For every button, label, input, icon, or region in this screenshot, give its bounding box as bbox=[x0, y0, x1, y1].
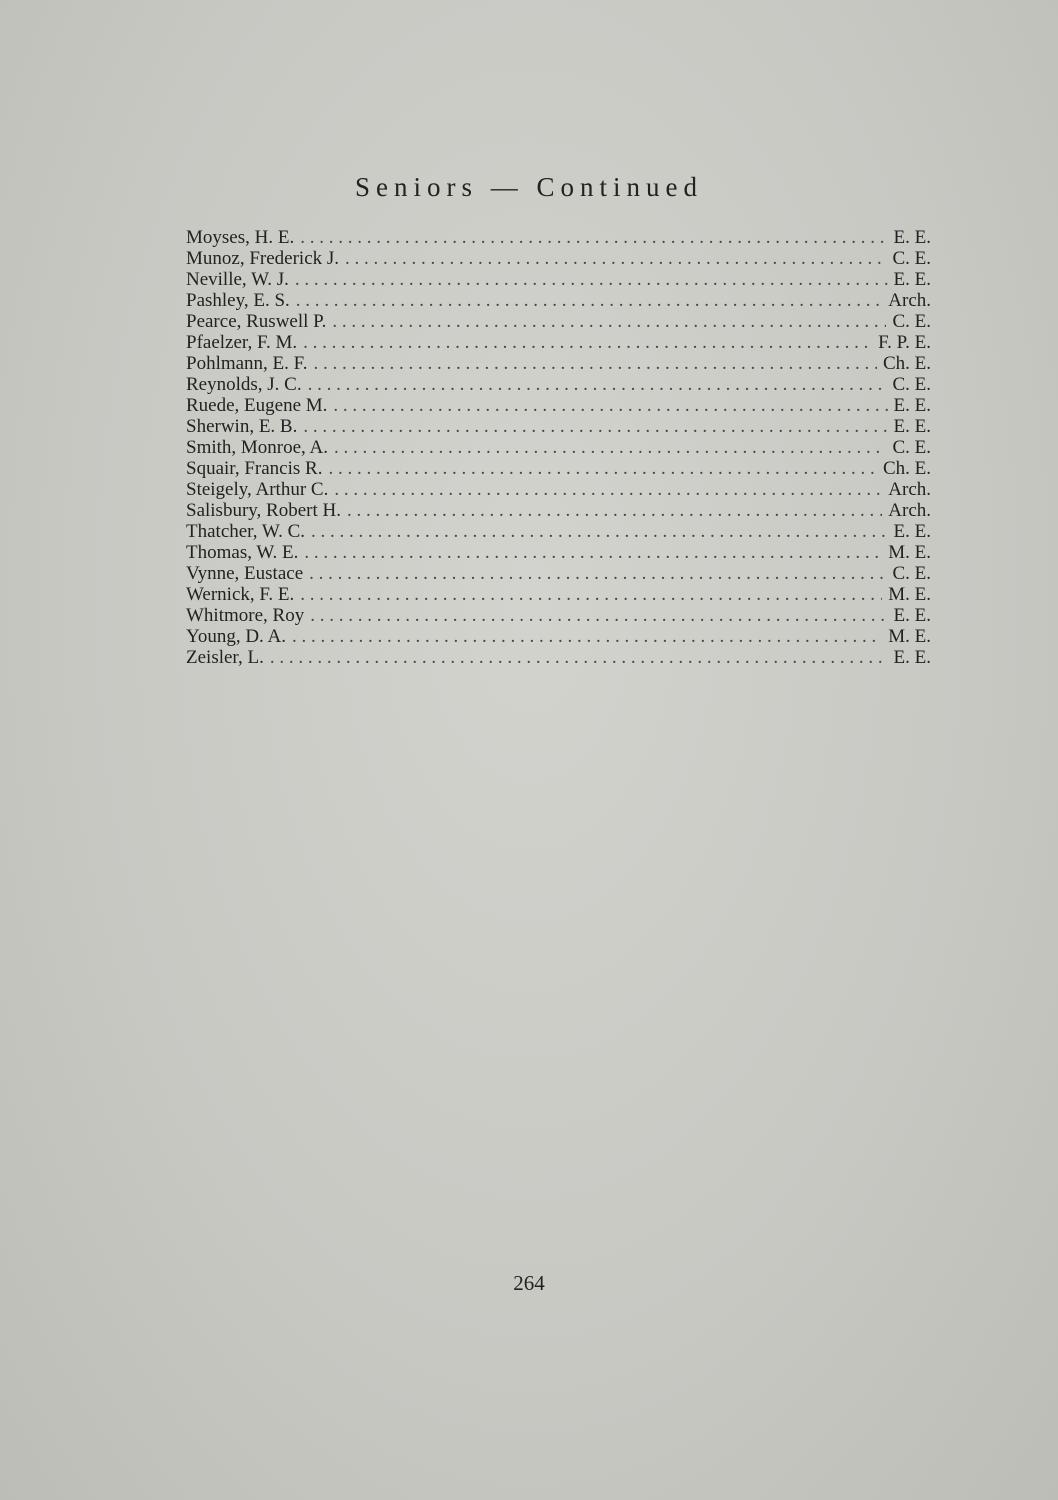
dot-leader bbox=[308, 374, 887, 395]
department-abbreviation: E. E. bbox=[893, 227, 931, 248]
department-abbreviation: Arch. bbox=[888, 479, 931, 500]
student-name: Wernick, F. E. bbox=[186, 584, 295, 605]
dot-leader bbox=[311, 521, 888, 542]
list-item bbox=[186, 269, 931, 290]
student-name: Munoz, Frederick J. bbox=[186, 248, 340, 269]
student-name: Salisbury, Robert H. bbox=[186, 500, 341, 521]
department-abbreviation: M. E. bbox=[888, 584, 931, 605]
list-item bbox=[186, 500, 931, 521]
student-name: Pearce, Ruswell P. bbox=[186, 311, 327, 332]
list-item bbox=[186, 479, 931, 500]
student-name: Whitmore, Roy bbox=[186, 605, 305, 626]
dot-leader bbox=[334, 437, 886, 458]
list-item bbox=[186, 437, 931, 458]
list-item bbox=[186, 416, 931, 437]
dot-leader bbox=[292, 626, 882, 647]
list-item bbox=[186, 395, 931, 416]
department-abbreviation: C. E. bbox=[892, 311, 931, 332]
dot-leader bbox=[295, 269, 888, 290]
dot-leader bbox=[300, 227, 887, 248]
list-item bbox=[186, 626, 931, 647]
page-number: 264 bbox=[513, 1271, 545, 1295]
dot-leader bbox=[303, 416, 887, 437]
list-item bbox=[186, 605, 931, 626]
dot-leader bbox=[345, 248, 886, 269]
dot-leader bbox=[334, 479, 882, 500]
list-item bbox=[186, 374, 931, 395]
list-item bbox=[186, 353, 931, 374]
department-abbreviation: E. E. bbox=[893, 395, 931, 416]
department-abbreviation: Ch. E. bbox=[882, 458, 931, 479]
student-name: Pohlmann, E. F. bbox=[186, 353, 308, 374]
student-name: Smith, Monroe, A. bbox=[186, 437, 328, 458]
list-item bbox=[186, 227, 931, 248]
list-item bbox=[186, 311, 931, 332]
student-name: Ruede, Eugene M. bbox=[186, 395, 328, 416]
department-abbreviation: F. P. E. bbox=[878, 332, 931, 353]
senior-roster bbox=[186, 227, 931, 668]
dot-leader bbox=[300, 584, 882, 605]
student-name: Reynolds, J. C. bbox=[186, 374, 302, 395]
department-abbreviation: M. E. bbox=[888, 626, 931, 647]
list-item bbox=[186, 542, 931, 563]
page-title: Seniors — Continued bbox=[355, 172, 703, 202]
dot-leader bbox=[270, 647, 888, 668]
student-name: Moyses, H. E. bbox=[186, 227, 295, 248]
department-abbreviation: E. E. bbox=[893, 269, 931, 290]
dot-leader bbox=[296, 290, 882, 311]
list-item bbox=[186, 563, 931, 584]
department-abbreviation: C. E. bbox=[892, 374, 931, 395]
list-item bbox=[186, 647, 931, 668]
dot-leader bbox=[328, 458, 877, 479]
list-item bbox=[186, 332, 931, 353]
department-abbreviation: Arch. bbox=[888, 500, 931, 521]
dot-leader bbox=[333, 395, 887, 416]
student-name: Squair, Francis R. bbox=[186, 458, 323, 479]
student-name: Zeisler, L. bbox=[186, 647, 264, 668]
dot-leader bbox=[309, 563, 886, 584]
dot-leader bbox=[303, 332, 872, 353]
department-abbreviation: E. E. bbox=[893, 605, 931, 626]
department-abbreviation: E. E. bbox=[893, 521, 931, 542]
dot-leader bbox=[332, 311, 886, 332]
student-name: Vynne, Eustace bbox=[186, 563, 304, 584]
list-item bbox=[186, 584, 931, 605]
student-name: Thatcher, W. C. bbox=[186, 521, 306, 542]
student-name: Pfaelzer, F. M. bbox=[186, 332, 298, 353]
department-abbreviation: C. E. bbox=[892, 248, 931, 269]
department-abbreviation: Ch. E. bbox=[882, 353, 931, 374]
student-name: Pashley, E. S. bbox=[186, 290, 290, 311]
student-name: Thomas, W. E. bbox=[186, 542, 299, 563]
department-abbreviation: E. E. bbox=[893, 647, 931, 668]
student-name: Sherwin, E. B. bbox=[186, 416, 298, 437]
dot-leader bbox=[347, 500, 882, 521]
list-item bbox=[186, 521, 931, 542]
dot-leader bbox=[304, 542, 882, 563]
dot-leader bbox=[310, 605, 887, 626]
department-abbreviation: Arch. bbox=[888, 290, 931, 311]
student-name: Steigely, Arthur C. bbox=[186, 479, 329, 500]
student-name: Neville, W. J. bbox=[186, 269, 289, 290]
dot-leader bbox=[313, 353, 877, 374]
student-name: Young, D. A. bbox=[186, 626, 286, 647]
department-abbreviation: C. E. bbox=[892, 437, 931, 458]
department-abbreviation: M. E. bbox=[888, 542, 931, 563]
list-item bbox=[186, 458, 931, 479]
list-item bbox=[186, 248, 931, 269]
department-abbreviation: E. E. bbox=[893, 416, 931, 437]
department-abbreviation: C. E. bbox=[892, 563, 931, 584]
list-item bbox=[186, 290, 931, 311]
